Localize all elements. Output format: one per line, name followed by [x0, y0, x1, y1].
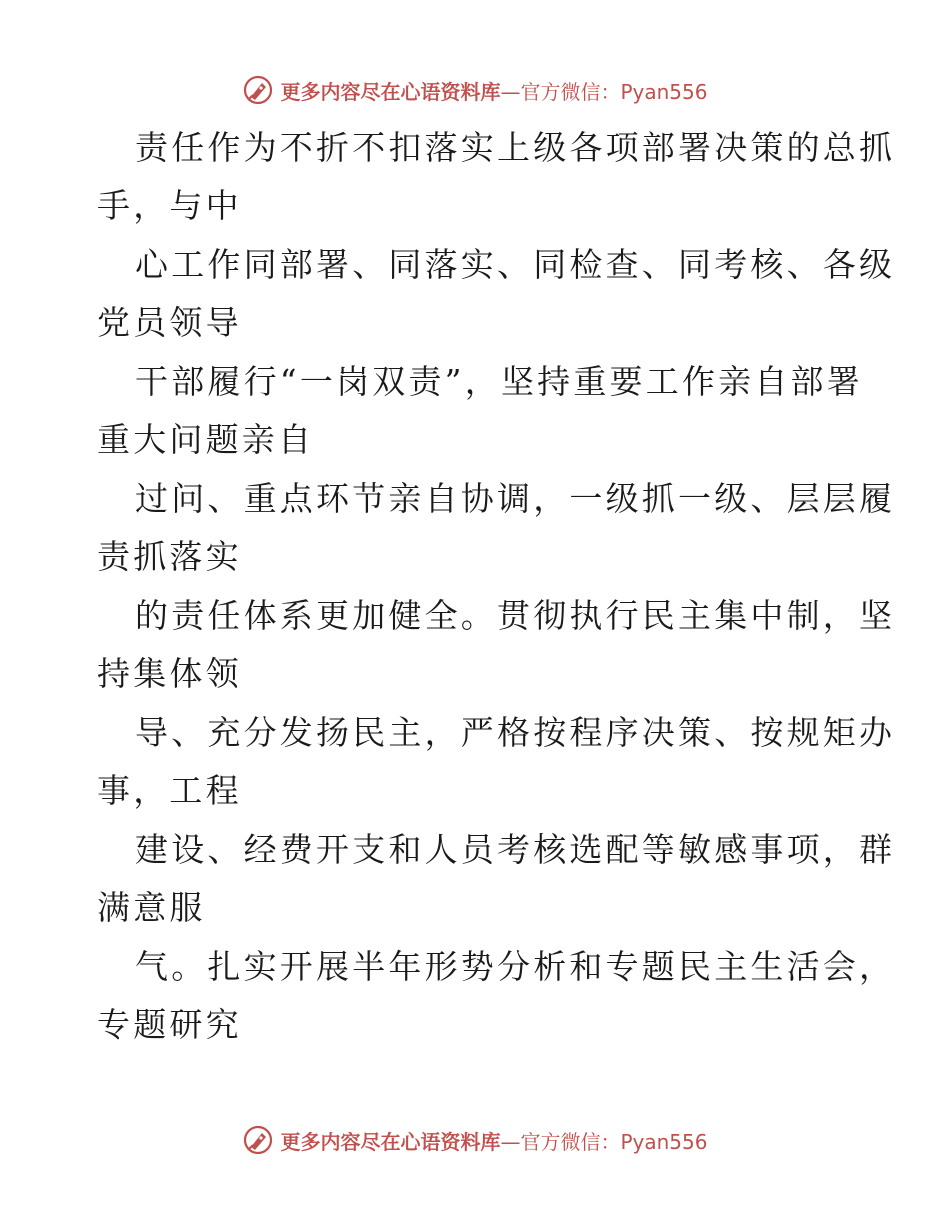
text-line: 的责任体系更加健全。贯彻执行民主集中制，坚 [135, 596, 896, 635]
text-line: 干部履行“一岗双责”，坚持重要工作亲自部署 [135, 362, 863, 401]
text-line: 事，工程 [97, 771, 242, 810]
text-line: 满意服 [97, 888, 206, 927]
watermark-sub-text: —官方微信：Pyan556 [500, 79, 708, 104]
pen-nib-logo-icon [242, 1124, 274, 1156]
text-line: 专题研究 [97, 1005, 242, 1044]
text-line: 重大问题亲自 [97, 420, 315, 459]
watermark-sub-text: —官方微信：Pyan556 [500, 1129, 708, 1154]
text-line: 气。扎实开展半年形势分析和专题民主生活会， [135, 947, 896, 986]
watermark-main-text: 更多内容尽在心语资料库 [280, 1129, 501, 1154]
footer-watermark [0, 1120, 950, 1160]
watermark-main-text: 更多内容尽在心语资料库 [280, 79, 501, 104]
header-watermark [0, 70, 950, 110]
text-line: 手，与中 [97, 186, 242, 225]
text-line: 党员领导 [97, 303, 242, 342]
text-line: 过问、重点环节亲自协调，一级抓一级、层层履 [135, 479, 896, 518]
text-line: 导、充分发扬民主，严格按程序决策、按规矩办 [135, 713, 896, 752]
pen-nib-logo-icon [242, 74, 274, 106]
text-line: 责任作为不折不扣落实上级各项部署决策的总抓 [135, 128, 896, 167]
text-line: 责抓落实 [97, 537, 242, 576]
text-line: 建设、经费开支和人员考核选配等敏感事项，群 [135, 830, 896, 869]
text-line: 心工作同部署、同落实、同检查、同考核、各级 [135, 245, 896, 284]
text-line: 持集体领 [97, 654, 242, 693]
